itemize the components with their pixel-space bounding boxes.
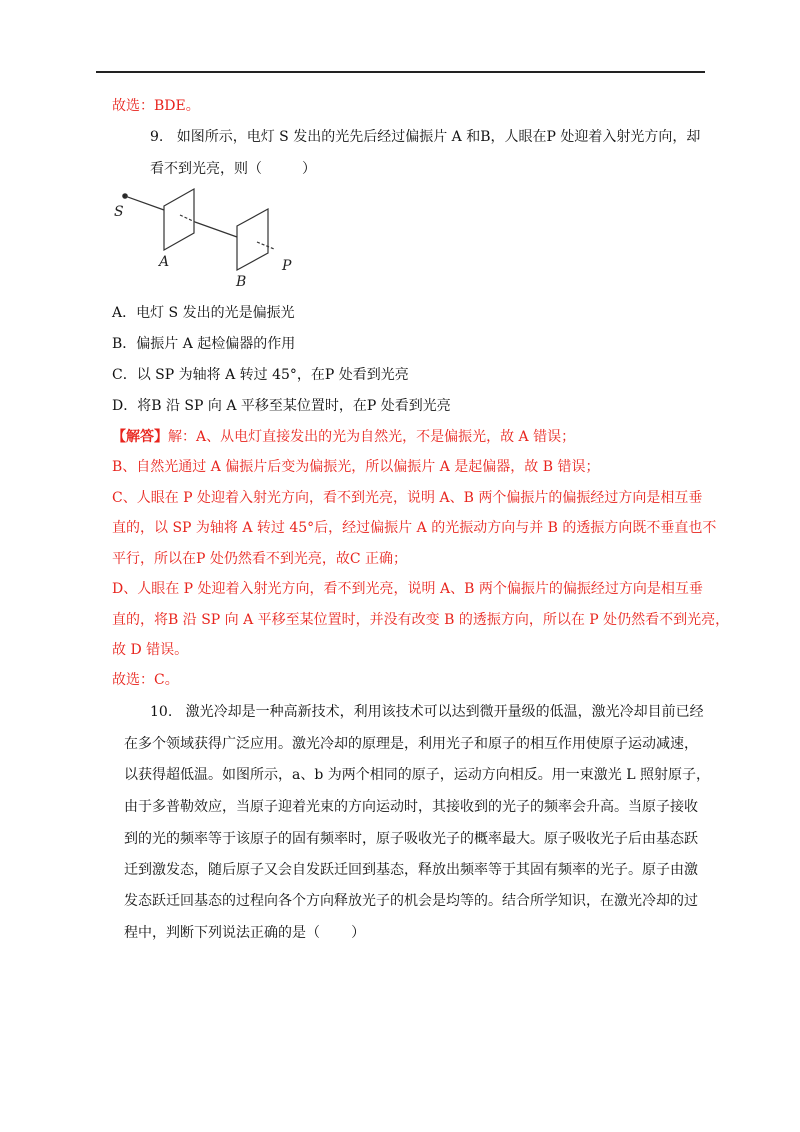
q10-line-1: 10. 激光冷却是一种高新技术，利用该技术可以达到微开量级的低温，激光冷却目前已经 [150, 704, 704, 720]
q9-solution-line-2: B、自然光通过 A 偏振片后变为偏振光，所以偏振片 A 是起偏器，故 B 错误； [112, 459, 600, 475]
q9-solution-line-3: C、人眼在 P 处迎着入射光方向，看不到光亮，说明 A、B 两个偏振片的偏振经过方向是相互垂 [112, 490, 703, 506]
q9-option-c: C．以 SP 为轴将 A 转过 45°，在P 处看到光亮 [112, 367, 409, 383]
polarizer-figure [106, 186, 306, 291]
q10-line-4: 由于多普勒效应，当原子迎着光束的方向运动时，其接收到的光子的频率会升高。当原子接收 [124, 799, 698, 815]
solution-first: 解：A、从电灯直接发出的光为自然光，不是偏振光，故 A 错误； [168, 429, 576, 445]
q9-option-a: A．电灯 S 发出的光是偏振光 [112, 305, 295, 321]
solution-tag: 【解答】 [112, 429, 168, 445]
header-rule [96, 71, 705, 73]
q9-option-d: D．将B 沿 SP 向 A 平移至某位置时，在P 处看到光亮 [112, 398, 451, 414]
q9-stem-line-2: 看不到光亮，则（ ） [150, 161, 317, 177]
q9-solution-line-7: 直的，将B 沿 SP 向 A 平移至某位置时，并没有改变 B 的透振方向，所以在 P 处仍然看不到光亮， [112, 612, 730, 628]
q9-option-b: B．偏振片 A 起检偏器的作用 [112, 336, 296, 352]
q10-line-3: 以获得超低温。如图所示，a、b 为两个相同的原子，运动方向相反。用一束激光 L 照射原子， [124, 767, 710, 783]
polarizer-b [237, 209, 268, 270]
q10-line-2: 在多个领域获得广泛应用。激光冷却的原理是，利用光子和原子的相互作用使原子运动减速， [124, 736, 698, 752]
ray-segment-1 [125, 196, 164, 210]
label-p: P [282, 258, 292, 274]
q9-solution-line-4: 直的，以 SP 为轴将 A 转过 45°后，经过偏振片 A 的光振动方向与并 B 的透振方向既不垂直也不 [112, 520, 717, 536]
ray-hidden-a [180, 215, 195, 222]
ray-hidden-b [257, 242, 274, 249]
q10-line-5: 到的光的频率等于该原子的固有频率时，原子吸收光子的概率最大。原子吸收光子后由基态跃 [124, 831, 698, 847]
prev-answer: 故选：BDE。 [112, 98, 200, 114]
q9-solution-line-6: D、人眼在 P 处迎着入射光方向，看不到光亮，说明 A、B 两个偏振片的偏振经过方向是相互垂 [112, 581, 703, 597]
q10-line-8: 程中，判断下列说法正确的是（ ） [124, 925, 366, 941]
label-b: B [236, 274, 247, 290]
q10-line-6: 迁到激发态，随后原子又会自发跃迁回到基态，释放出频率等于其固有频率的光子。原子由激 [124, 862, 698, 878]
ray-segment-2 [195, 222, 237, 237]
q10-line-7: 发态跃迁回基态的过程向各个方向释放光子的机会是均等的。结合所学知识，在激光冷却的过 [124, 893, 698, 909]
label-a: A [159, 254, 170, 270]
q9-solution-line-1 [112, 427, 575, 447]
q9-solution-line-5: 平行，所以在P 处仍然看不到光亮，故C 正确； [112, 551, 408, 567]
q9-solution-line-8: 故 D 错误。 [112, 642, 189, 658]
label-s: S [114, 204, 124, 220]
q9-stem-line-1: 9. 如图所示，电灯 S 发出的光先后经过偏振片 A 和B，人眼在P 处迎着入射光方向，却 [150, 129, 701, 145]
q9-answer: 故选：C。 [112, 672, 179, 688]
